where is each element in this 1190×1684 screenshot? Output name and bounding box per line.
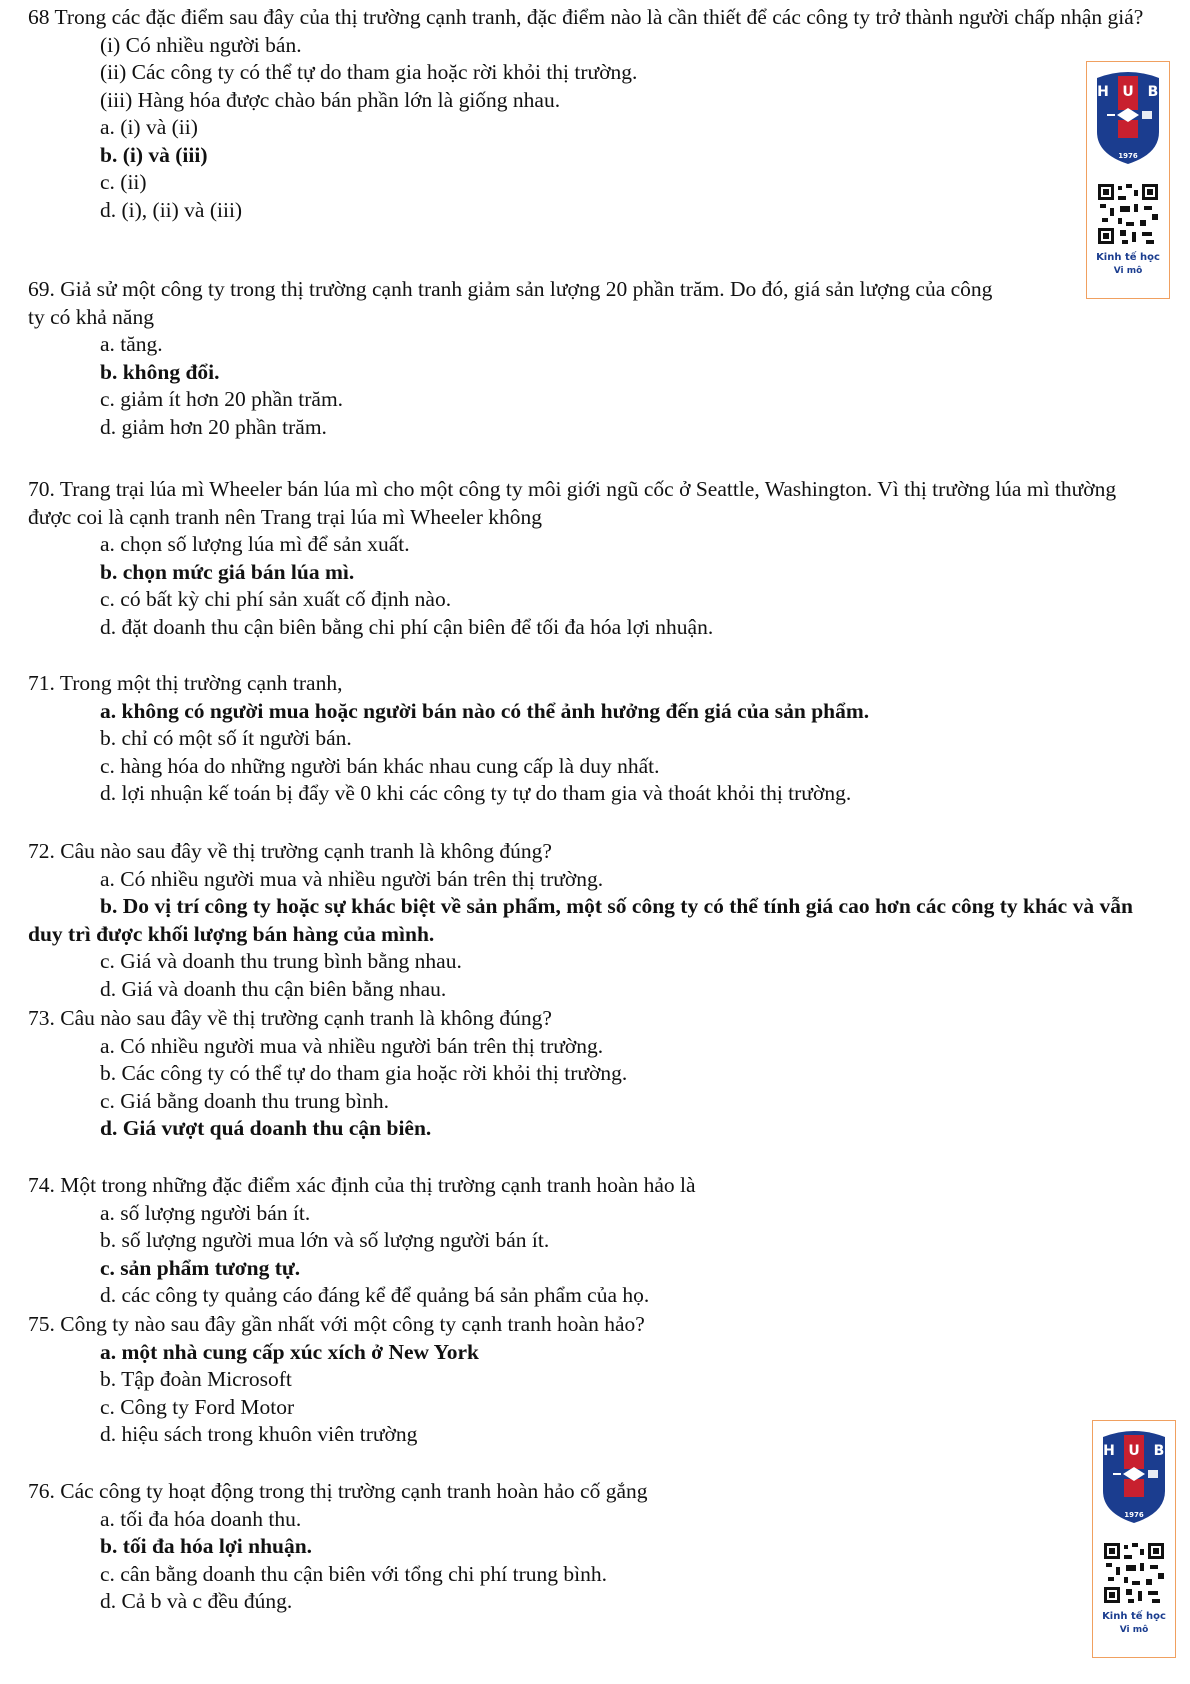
- option-correct: a. không có người mua hoặc người bán nào có thể ảnh hưởng đến giá của sản phẩm.: [100, 698, 870, 723]
- option: c. hàng hóa do những người bán khác nhau cung cấp là duy nhất.: [100, 753, 660, 778]
- hub-logo-badge: [1086, 61, 1170, 299]
- option-correct: b. (i) và (iii): [100, 142, 208, 167]
- option-correct: d. Giá vượt quá doanh thu cận biên.: [100, 1116, 432, 1140]
- badge-caption-line1: Kinh tế học: [1102, 1611, 1166, 1622]
- option-correct: b. không đổi.: [100, 359, 220, 384]
- hub-year: 1976: [1118, 152, 1138, 160]
- option: d. hiệu sách trong khuôn viên trường: [100, 1422, 418, 1446]
- question-stem: 76. Các công ty hoạt động trong thị trường cạnh tranh hoàn hảo cố gắng: [28, 1479, 648, 1503]
- option: d. các công ty quảng cáo đáng kể để quảng bá sản phẩm của họ.: [100, 1283, 650, 1307]
- question-75: [28, 1311, 1163, 1449]
- option: a. tăng.: [100, 332, 163, 356]
- hub-letter-u: U: [1128, 1443, 1140, 1459]
- question-68: [28, 4, 1163, 224]
- hub-letter-u: U: [1122, 84, 1134, 100]
- option: d. Giá và doanh thu cận biên bằng nhau.: [100, 976, 447, 1001]
- option: d. (i), (ii) và (iii): [100, 197, 243, 222]
- option: (ii) Các công ty có thể tự do tham gia hoặc rời khỏi thị trường.: [100, 60, 638, 84]
- option: a. Có nhiều người mua và nhiều người bán trên thị trường.: [100, 866, 604, 891]
- option: c. (ii): [100, 170, 147, 194]
- option: b. chỉ có một số ít người bán.: [100, 726, 352, 750]
- hub-letter-h: H: [1103, 1443, 1115, 1459]
- question-stem: 70. Trang trại lúa mì Wheeler bán lúa mì cho một công ty môi giới ngũ cốc ở Seattle, Washington. Vì thị trường lúa mì thường được coi là cạnh tranh nên Trang trại lúa mì Wheeler không: [28, 477, 1117, 529]
- option: b. Tập đoàn Microsoft: [100, 1367, 292, 1391]
- question-76: [28, 1478, 1078, 1616]
- question-73: [28, 1005, 1163, 1143]
- hub-letter-b: B: [1153, 1443, 1165, 1459]
- option: b. Các công ty có thể tự do tham gia hoặc rời khỏi thị trường.: [100, 1061, 628, 1085]
- option: a. (i) và (ii): [100, 115, 198, 139]
- hub-logo-badge: [1092, 1420, 1176, 1658]
- question-stem: 72. Câu nào sau đây về thị trường cạnh tranh là không đúng?: [28, 839, 552, 863]
- option: d. đặt doanh thu cận biên bằng chi phí cận biên để tối đa hóa lợi nhuận.: [100, 614, 714, 639]
- question-stem: 69. Giả sử một công ty trong thị trường cạnh tranh giảm sản lượng 20 phần trăm. Do đó, giá sản lượng của công ty có khả năng: [28, 277, 993, 329]
- hub-year: 1976: [1124, 1511, 1144, 1519]
- option-correct: b. chọn mức giá bán lúa mì.: [100, 559, 355, 584]
- option-correct: a. một nhà cung cấp xúc xích ở New York: [100, 1339, 480, 1364]
- question-stem: 73. Câu nào sau đây về thị trường cạnh tranh là không đúng?: [28, 1006, 552, 1030]
- question-69: [28, 276, 1008, 441]
- question-72: [28, 838, 1163, 1003]
- option: c. giảm ít hơn 20 phần trăm.: [100, 387, 344, 411]
- hub-letter-h: H: [1097, 84, 1109, 100]
- option: a. tối đa hóa doanh thu.: [100, 1506, 302, 1531]
- badge-caption-line2: Vi mô: [1113, 266, 1143, 276]
- option: c. có bất kỳ chi phí sản xuất cố định nào.: [100, 587, 452, 611]
- option-correct: c. sản phẩm tương tự.: [100, 1255, 301, 1280]
- question-74: [28, 1172, 1163, 1310]
- option: b. số lượng người mua lớn và số lượng người bán ít.: [100, 1228, 550, 1252]
- question-stem: 74. Một trong những đặc điểm xác định của thị trường cạnh tranh hoàn hảo là: [28, 1173, 696, 1197]
- hub-letter-b: B: [1147, 84, 1159, 100]
- option-correct: b. Do vị trí công ty hoặc sự khác biệt về sản phẩm, một số công ty có thể tính giá cao hơn các công ty khác và vẫn duy trì được khối lượng bán hàng của mình.: [28, 894, 1133, 946]
- option: d. Cả b và c đều đúng.: [100, 1589, 293, 1613]
- badge-caption-line2: Vi mô: [1119, 1625, 1149, 1635]
- option: a. Có nhiều người mua và nhiều người bán trên thị trường.: [100, 1033, 604, 1058]
- option: (iii) Hàng hóa được chào bán phần lớn là giống nhau.: [100, 87, 561, 112]
- option: a. chọn số lượng lúa mì để sản xuất.: [100, 532, 410, 556]
- question-stem: 75. Công ty nào sau đây gần nhất với một công ty cạnh tranh hoàn hảo?: [28, 1312, 645, 1336]
- option: c. Giá bằng doanh thu trung bình.: [100, 1088, 390, 1113]
- question-stem: 68 Trong các đặc điểm sau đây của thị trường cạnh tranh, đặc điểm nào là cần thiết để các công ty trở thành người chấp nhận giá?: [28, 5, 1144, 29]
- option: d. giảm hơn 20 phần trăm.: [100, 414, 327, 439]
- question-70: [28, 476, 1163, 641]
- question-stem: 71. Trong một thị trường cạnh tranh,: [28, 671, 343, 695]
- qr-code-icon: [1096, 182, 1160, 246]
- option-correct: b. tối đa hóa lợi nhuận.: [100, 1534, 313, 1558]
- question-71: [28, 670, 1163, 808]
- option: c. Công ty Ford Motor: [100, 1394, 295, 1419]
- option: c. cân bằng doanh thu cận biên với tổng chi phí trung bình.: [100, 1561, 607, 1586]
- qr-code-icon: [1102, 1541, 1166, 1605]
- option: (i) Có nhiều người bán.: [100, 32, 302, 57]
- option: a. số lượng người bán ít.: [100, 1200, 311, 1225]
- option: c. Giá và doanh thu trung bình bằng nhau.: [100, 949, 462, 973]
- option: d. lợi nhuận kế toán bị đẩy về 0 khi các công ty tự do tham gia và thoát khỏi thị trường.: [100, 781, 852, 805]
- badge-caption-line1: Kinh tế học: [1096, 252, 1160, 263]
